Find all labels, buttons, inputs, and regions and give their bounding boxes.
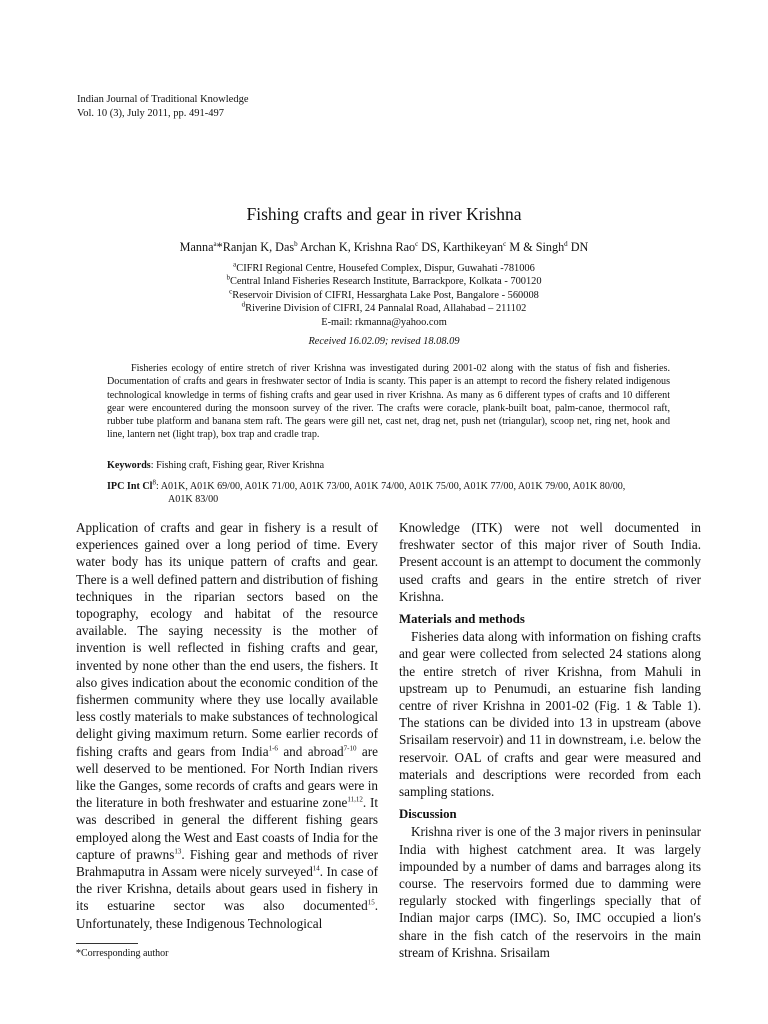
citation-ref: 14 bbox=[312, 864, 320, 873]
section-heading-methods: Materials and methods bbox=[399, 612, 525, 627]
affiliations bbox=[0, 262, 768, 329]
affiliation-text: CIFRI Regional Centre, Housefed Complex, Dispur, Guwahati -781006 bbox=[236, 263, 535, 274]
footnote-divider bbox=[76, 943, 138, 944]
section-heading-discussion: Discussion bbox=[399, 807, 457, 822]
keywords-label: Keywords bbox=[107, 460, 151, 471]
affiliation-text: Riverine Division of CIFRI, 24 Pannalal Road, Allahabad – 211102 bbox=[245, 303, 527, 315]
affiliation-line bbox=[0, 262, 768, 275]
intro-paragraph bbox=[76, 519, 378, 932]
author-text: Manna bbox=[179, 240, 214, 254]
journal-name: Indian Journal of Traditional Knowledge bbox=[77, 94, 249, 105]
ipc-codes-2: A01K 83/00 bbox=[168, 494, 219, 506]
body-column-right bbox=[399, 519, 701, 961]
journal-header bbox=[77, 93, 248, 121]
ipc-label: IPC Int Cl bbox=[107, 481, 153, 492]
affiliation-sup: b bbox=[226, 273, 230, 282]
ipc-label-sup: 8 bbox=[152, 478, 156, 487]
intro-continued-paragraph: Knowledge (ITK) were not well documented in freshwater sector of this major river of South India. Present account is an attempt to document the commonly used crafts and gears in the entire stretch of river Krishna. bbox=[399, 520, 701, 604]
ipc-codes-1: : A01K, A01K 69/00, A01K 71/00, A01K 73/00, A01K 74/00, A01K 75/00, A01K 77/00, A01K 79/00, A01K 80/00, bbox=[155, 481, 626, 492]
citation-ref: 7-10 bbox=[343, 744, 357, 753]
author-text: *Ranjan K, Das bbox=[216, 240, 295, 254]
article-title: Fishing crafts and gear in river Krishna bbox=[246, 204, 522, 224]
author-sup: b bbox=[294, 239, 298, 248]
affiliation-text: Central Inland Fisheries Research Institute, Barrackpore, Kolkata - 700120 bbox=[229, 276, 542, 288]
body-text: are well deserved to be mentioned. For North Indian rivers like the Ganges, some records of crafts and gears were in the literature in both freshwater and estuarine zone bbox=[76, 743, 379, 811]
body-column-left bbox=[76, 519, 378, 932]
author-text: M & Singh bbox=[506, 240, 565, 254]
keywords-text: : Fishing craft, Fishing gear, River Krishna bbox=[150, 460, 325, 471]
author-sup: a bbox=[213, 239, 217, 248]
body-text: Application of crafts and gear in fishery is a result of experiences gained over a long period of time. Every water body has its unique pattern of crafts and gear. There is a well defined pattern and distribution of fishing techniques in the riparian sectors based on the topography, ecology and habitat of the resource available. The saying necessity is the mother of invention is well reflected in fishing crafts and gear, invented by none other than the end users, the fishers. It also gives indication about the economic condition of the fishermen community where they use locally available less costly materials to make substances of technological delight giving maximum return. Some earlier records of fishing crafts and gears from India bbox=[76, 520, 378, 759]
affiliation-sup: c bbox=[229, 287, 233, 296]
methods-paragraph: Fisheries data along with information on fishing crafts and gear were collected from selected 24 stations along the entire stretch of river Krishna, from Mahuli in upstream up to Penumudi, an estuarine fish landing centre of river Krishna in 2001-02 (Fig. 1 & Table 1). The stations can be divided into 13 in upstream (above Srisailam reservoir) and 11 in downstream, i.e. below the reservoir. OAL of crafts and gear were measured and materials and descriptions were recorded from each sampling stations. bbox=[399, 629, 701, 800]
body-text: . Unfortunately, these Indigenous Technological bbox=[76, 898, 378, 931]
email-line: E-mail: rkmanna@yahoo.com bbox=[321, 316, 447, 328]
citation-ref: 11,12 bbox=[347, 795, 363, 804]
author-text: DS, Karthikeyan bbox=[418, 240, 504, 254]
journal-volume: Vol. 10 (3), July 2011, pp. 491-497 bbox=[77, 108, 224, 119]
affiliation-line bbox=[0, 275, 768, 288]
citation-ref: 13 bbox=[174, 847, 182, 856]
keywords bbox=[107, 460, 324, 471]
body-text: . Fishing gear and methods of river Brahmaputra in Assam were nicely surveyed bbox=[76, 846, 378, 880]
citation-ref: 15 bbox=[367, 899, 375, 908]
author-sup: c bbox=[415, 239, 419, 248]
author-sup: c bbox=[503, 239, 507, 248]
author-text: DN bbox=[567, 240, 589, 254]
ipc-classification bbox=[107, 480, 707, 507]
body-text: . It was described in general the different fishing gears employed along the West and East coasts of India for the capture of prawns bbox=[76, 795, 378, 862]
discussion-paragraph: Krishna river is one of the 3 major rivers in peninsular India with highest catchment area. It was largely impounded by a number of dams and barrages along its course. The reservoirs formed due to damming were regularly stocked with fingerlings specially that of Indian major carps (IMC). So, IMC occupied a lion's share in the fish catch of the reservoirs in the main stream of Krishna. Srisailam bbox=[399, 824, 701, 960]
affiliation-sup: d bbox=[241, 300, 246, 309]
body-text: and abroad bbox=[277, 743, 344, 759]
author-text: Archan K, Krishna Rao bbox=[297, 240, 416, 254]
affiliation-text: Reservoir Division of CIFRI, Hessarghata Lake Post, Bangalore - 560008 bbox=[232, 289, 539, 301]
author-sup: d bbox=[564, 239, 568, 248]
affiliation-line bbox=[0, 302, 768, 315]
author-list bbox=[0, 240, 768, 255]
received-dates: Received 16.02.09; revised 18.08.09 bbox=[308, 336, 460, 347]
ipc-line-1 bbox=[107, 480, 707, 493]
body-text: . In case of the river Krishna, details about gears used in fishery in its estuarine sector was also documented bbox=[76, 864, 378, 914]
affiliation-sup: a bbox=[233, 260, 237, 269]
affiliation-line bbox=[0, 289, 768, 302]
citation-ref: 1-6 bbox=[268, 744, 278, 753]
abstract: Fisheries ecology of entire stretch of river Krishna was investigated during 2001-02 along with the status of fish and fisheries. Documentation of crafts and gears in freshwater sector of India is scanty. This paper is an attempt to record the fishery related indigenous technological knowledge in terms of fishing crafts and gear used in river Krishna. As many as 6 different types of crafts and 10 different gear were encountered during the monsoon survey of the river. The crafts were coracle, plank-built boat, palm-canoe, thermocol raft, rubber tube platform and banana stem raft. The gears were gill net, cast net, drag net, push net (triangular), scoop net, ring net, hook and line, lantern net (light trap), box trap and cradle trap. bbox=[107, 363, 670, 441]
footnote: *Corresponding author bbox=[76, 948, 169, 959]
